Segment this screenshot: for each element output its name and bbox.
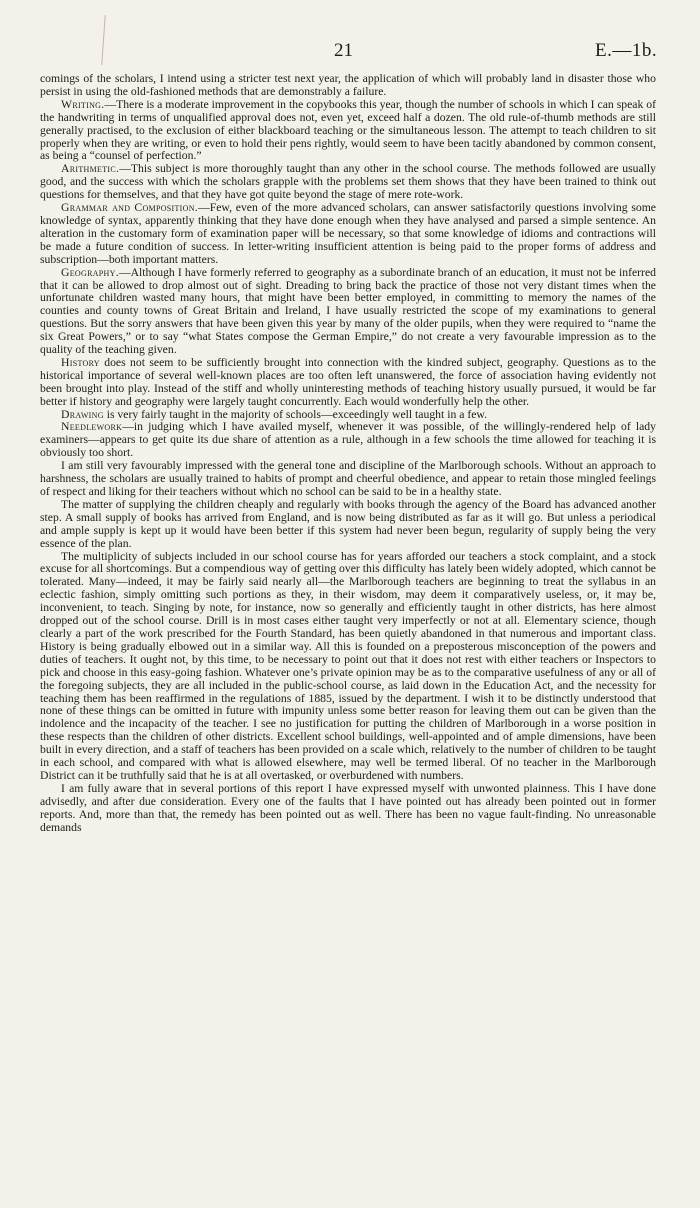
- paragraph-text: comings of the scholars, I intend using a stricter test next year, the application of which will probably land in disaster those who persist in using the old-fashioned methods that are demonstrably a failure.: [40, 72, 656, 98]
- page-header: [0, 40, 700, 62]
- paragraph-geography: [40, 267, 656, 357]
- paragraph-text: —Although I have formerly referred to geography as a subordinate branch of an education, it must not be inferred that it can be allowed to drop almost out of sight. Dreading to bring back the practice of those not very distant times when the unfortunate children wasted many hours, that might have been better employed, in committing to memory the names of the counties and county towns of Great Britain and Ireland, I have usually restricted the scope of my examinations to general questions. But the sorry answers that have been given this year by many of the older pupils, when they were required to “name the six Great Powers,” or to say “what States compose the German Empire,” do not create a very favourable impression as to the quality of the teaching given.: [40, 265, 656, 357]
- paragraph-arithmetic: [40, 163, 656, 202]
- report-body: [40, 73, 656, 834]
- section-heading: Needlework: [61, 420, 123, 434]
- paragraph-grammar: [40, 202, 656, 267]
- paragraph-text: —There is a moderate improvement in the copybooks this year, though the number of schools in which I can speak of the handwriting in terms of unqualified approval does not, even yet, exceed half a dozen. The old rule-of-thumb methods are still generally practised, to the exclusion of either blackboard teaching or the simultaneous lesson. The attempt to teach children to sit properly when they are writing, or even to hold their pens rightly, would seem to have been tacitly abandoned by common consent, as being a “counsel of perfection.”: [40, 97, 656, 163]
- paragraph-books: [40, 499, 656, 551]
- paragraph-text: —in judging which I have availed myself, whenever it was possible, of the willingly-rendered help of lady examiners—appears to get quite its due share of attention as a rule, although in a few schools the time allowed for teaching it is obviously too short.: [40, 420, 656, 460]
- paragraph-discipline: [40, 460, 656, 499]
- section-heading: History: [61, 355, 100, 369]
- paragraph-text: I am still very favourably impressed with the general tone and discipline of the Marlborough schools. Without an approach to harshness, the scholars are usually trained to habits of prompt and cheerful obedience, and appear to retain those mingled feelings of respect and liking for their teachers without which no school can be said to be in a healthy state.: [40, 459, 656, 498]
- paragraph-text: —Few, even of the more advanced scholars, can answer satisfactorily questions involving some knowledge of syntax, apparently thinking that they have done enough when they have analysed and parsed a simple sentence. An alteration in the customary form of examination paper will be necessary, so that some knowledge of idioms and contractions will be made a future condition of success. In letter-writing insufficient attention is being paid to the proper forms of address and subscription—both important matters.: [40, 201, 656, 266]
- page-number: 21: [334, 40, 353, 61]
- paragraph-text: does not seem to be sufficiently brought into connection with the kindred subject, geography. Questions as to the historical importance of several well-known places are too often left unanswered, the force of association having evidently not been brought into play. Instead of the stiff and wholly uninteresting methods of teaching history usually pursued, it would be far better if history and geography were largely taught concurrently. Each would wonderfully help the other.: [40, 355, 656, 408]
- paragraph-text: I am fully aware that in several portions of this report I have expressed myself with unwonted plainness. This I have done advisedly, and after due consideration. Every one of the faults that I have pointed out has already been pointed out in former reports. And, more than that, the remedy has been pointed out as well. There has been no vague fault-finding. No unreasonable demands: [40, 781, 656, 834]
- paragraph-text: —This subject is more thoroughly taught than any other in the school course. The methods followed are usually good, and the success with which the scholars grapple with the problems set them shows that they have been trained to think out questions for themselves, and that they have got quite beyond the stage of mere rote-work.: [40, 162, 656, 202]
- paragraph-subjects: [40, 551, 656, 783]
- section-heading: Grammar and Composition.: [61, 201, 199, 215]
- paragraph: [40, 73, 656, 99]
- section-heading: Drawing: [61, 407, 104, 421]
- paragraph-text: is very fairly taught in the majority of schools—exceedingly well taught in a few.: [103, 407, 488, 421]
- section-heading: Arithmetic.: [61, 162, 120, 176]
- paragraph-writing: [40, 99, 656, 164]
- paragraph-plainness: [40, 783, 656, 835]
- paragraph-text: The multiplicity of subjects included in our school course has for years afforded our teachers a stock complaint, and a stock excuse for all shortcomings. But a compendious way of getting over this difficulty has lately been widely adopted, which cannot be tolerated. Many—indeed, it may be fairly said nearly all—the Marlborough teachers are beginning to treat the syllabus in an eclectic fashion, simply omitting such portions as they, in their wisdom, may deem it comparatively useless, or, it may be, inconvenient, to teach. Singing by note, for instance, now so generally and efficiently taught in other districts, has here almost dropped out of the school course. Drill is in most cases either taught very imperfectly or not at all. Elementary science, though clearly a part of the work prescribed for the Fourth Standard, has been quietly abandoned in that numerous and important class. History is being gradually elbowed out in a similar way. All this is founded on a preposterous misconception of the powers and duties of teachers. It ought not, by this time, to be necessary to point out that it does not rest with either teachers or Inspectors to pick and choose in this easy-going fashion. Whatever one’s private opinion may be as to the comparative usefulness of any or all of the foregoing subjects, they are all included in the public-school course, as laid down in the Education Act, and the necessity for teaching them has been reaffirmed in the regulations of 1885, issued by the department. I wish it to be distinctly understood that none of these things can be omitted in future with impunity unless some better reason for leaving them out can be given than the indolence and the incapacity of the teacher. I see no justification for putting the children of Marlborough in a worse position in these respects than the children of other districts. Excellent school buildings, well-appointed and of ample dimensions, have been built in every direction, and a staff of teachers has been provided on a scale which, relatively to the number of children to be taught in each school, and compared with what is allowed elsewhere, may well be termed liberal. Of no teacher in the Marlborough District can it be truthfully said that he is at all overtasked, or overburdened with numbers.: [40, 549, 656, 782]
- section-heading: Geography.: [61, 265, 119, 279]
- document-reference: E.—1b.: [595, 40, 658, 61]
- paragraph-text: The matter of supplying the children cheaply and regularly with books through the agency of the Board has advanced another step. A small supply of books has arrived from England, and is now being distributed as far as it will go. But unless a periodical and ample supply is kept up it would have been better if this system had never been begun, regularity of supply being the very essence of the plan.: [40, 497, 656, 550]
- paragraph-needlework: [40, 421, 656, 460]
- paragraph-history: [40, 357, 656, 409]
- section-heading: Writing.: [61, 97, 105, 111]
